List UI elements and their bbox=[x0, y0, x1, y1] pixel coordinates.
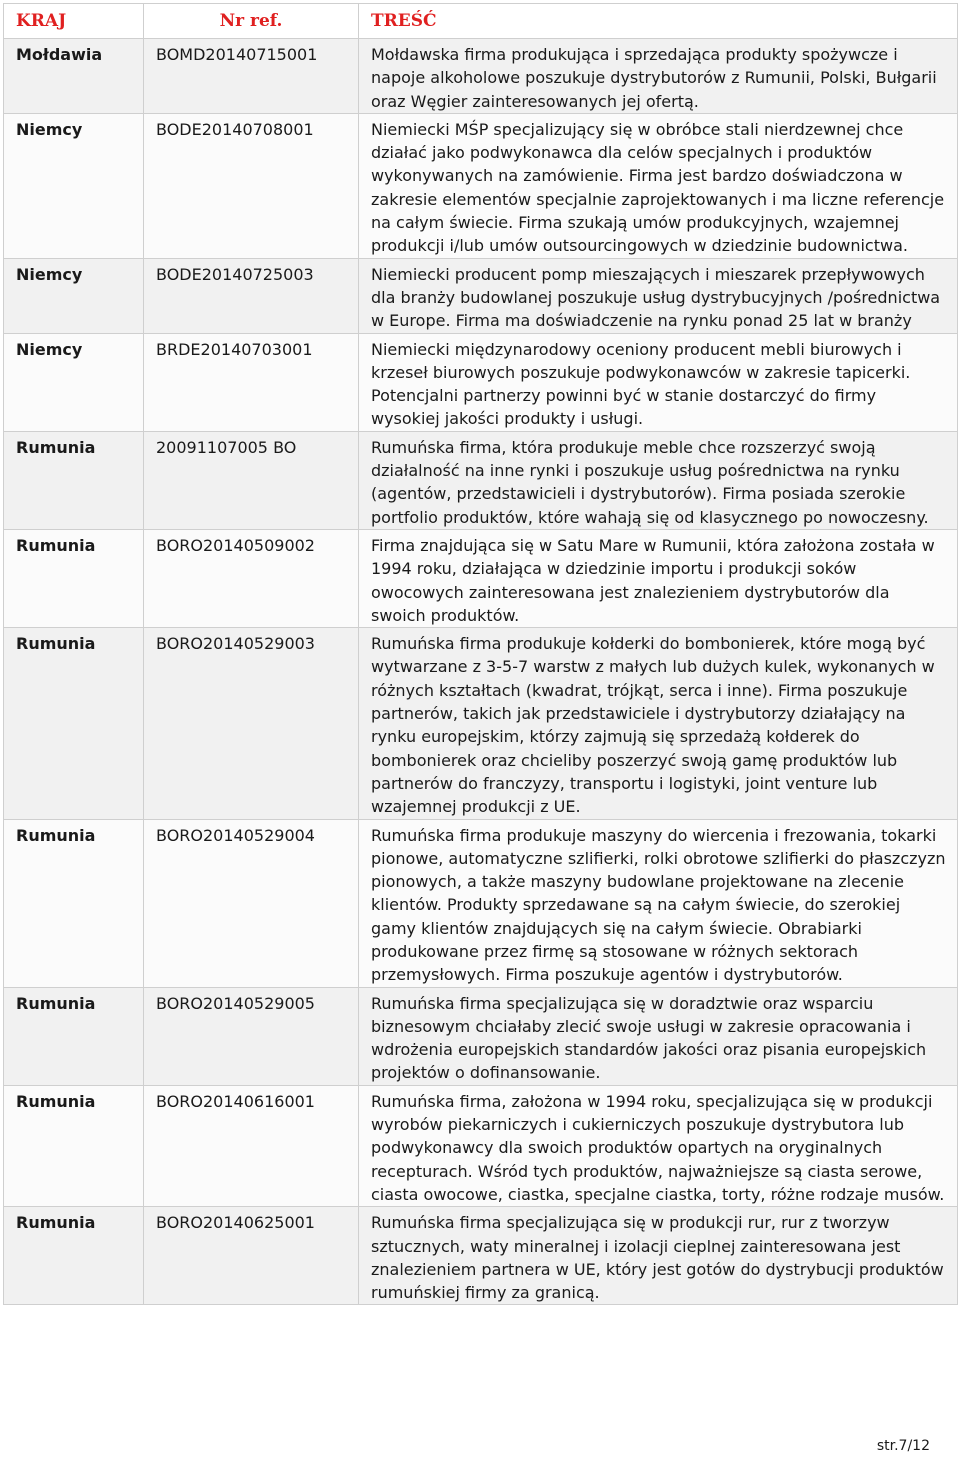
row-country: Rumunia bbox=[4, 819, 144, 987]
row-ref: BODE20140708001 bbox=[144, 113, 359, 258]
row-country: Rumunia bbox=[4, 628, 144, 819]
table-header-row bbox=[4, 4, 958, 39]
offers-document bbox=[3, 3, 957, 1305]
row-ref: BORO20140509002 bbox=[144, 529, 359, 627]
row-ref: 20091107005 BO bbox=[144, 431, 359, 529]
table-row bbox=[4, 431, 958, 529]
row-ref: BORO20140529004 bbox=[144, 819, 359, 987]
table-row bbox=[4, 819, 958, 987]
header-country: KRAJ bbox=[4, 4, 144, 39]
table-row bbox=[4, 39, 958, 114]
row-country: Rumunia bbox=[4, 1207, 144, 1305]
row-country: Rumunia bbox=[4, 529, 144, 627]
row-ref: BORO20140529003 bbox=[144, 628, 359, 819]
row-country: Rumunia bbox=[4, 987, 144, 1085]
row-description: Rumuńska firma produkuje kołderki do bombonierek, które mogą być wytwarzane z 3-5-7 warstw z małych lub dużych kulek, wykonanych w różnych kształtach (kwadrat, trójkąt, serca i inne). Firma poszukuje partnerów, takich jak przedstawiciele i dystrybutorzy działający na rynku europejskim, którzy zajmują się sprzedażą kołderek do bombonierek oraz chcieliby poszerzyć swoją gamę produktów lub partnerów do franczyzy, transportu i logistyki, joint venture lub wzajemnej produkcji z UE. bbox=[359, 628, 958, 819]
table-row bbox=[4, 1207, 958, 1305]
row-description: Niemiecki MŚP specjalizujący się w obróbce stali nierdzewnej chce działać jako podwykonawca dla celów specjalnych i produktów wykonywanych na zamówienie. Firma jest bardzo doświadczona w zakresie elementów specjalnie zaprojektowanych i ma liczne referencje na całym świecie. Firma szukają umów produkcyjnych, wzajemnej produkcji i/lub umów outsourcingowych w dziedzinie budownictwa. bbox=[359, 113, 958, 258]
row-description: Niemiecki międzynarodowy oceniony producent mebli biurowych i krzeseł biurowych poszukuje podwykonawców w zakresie tapicerki. Potencjalni partnerzy powinni być w stanie dostarczyć do firmy wysokiej jakości produkty i usługi. bbox=[359, 333, 958, 431]
offers-table bbox=[3, 3, 958, 1305]
row-country: Niemcy bbox=[4, 258, 144, 333]
row-country: Rumunia bbox=[4, 431, 144, 529]
table-row bbox=[4, 258, 958, 333]
row-country: Niemcy bbox=[4, 333, 144, 431]
row-description: Mołdawska firma produkująca i sprzedająca produkty spożywcze i napoje alkoholowe poszukuje dystrybutorów z Rumunii, Polski, Bułgarii oraz Węgier zainteresowanych jej ofertą. bbox=[359, 39, 958, 114]
table-row bbox=[4, 529, 958, 627]
row-ref: BRDE20140703001 bbox=[144, 333, 359, 431]
row-description: Rumuńska firma produkuje maszyny do wiercenia i frezowania, tokarki pionowe, automatyczne szlifierki, rolki obrotowe szlifierki do płaszczyzn pionowych, a także maszyny budowlane projektowane na zlecenie klientów. Produkty sprzedawane są na całym świecie, do szerokiej gamy klientów znajdujących się na całym świecie. Obrabiarki produkowane przez firmę są stosowane w różnych sektorach przemysłowych. Firma poszukuje agentów i dystrybutorów. bbox=[359, 819, 958, 987]
row-country: Niemcy bbox=[4, 113, 144, 258]
row-description: Rumuńska firma specjalizująca się w produkcji rur, rur z tworzyw sztucznych, waty mineralnej i izolacji cieplnej zainteresowana jest znalezieniem partnera w UE, który jest gotów do dystrybucji produktów rumuńskiej firmy za granicą. bbox=[359, 1207, 958, 1305]
row-description: Rumuńska firma, założona w 1994 roku, specjalizująca się w produkcji wyrobów piekarniczych i cukierniczych poszukuje dystrybutora lub podwykonawcy dla swoich produktów opartych na oryginalnych recepturach. Wśród tych produktów, najważniejsze są ciasta serowe, ciasta owocowe, ciastka, specjalne ciastka, torty, różne rodzaje musów. bbox=[359, 1085, 958, 1206]
row-ref: BODE20140725003 bbox=[144, 258, 359, 333]
row-country: Mołdawia bbox=[4, 39, 144, 114]
row-ref: BORO20140616001 bbox=[144, 1085, 359, 1206]
header-ref: Nr ref. bbox=[144, 4, 359, 39]
table-row bbox=[4, 333, 958, 431]
table-row bbox=[4, 1085, 958, 1206]
header-content: TREŚĆ bbox=[359, 4, 958, 39]
table-row bbox=[4, 628, 958, 819]
row-ref: BORO20140529005 bbox=[144, 987, 359, 1085]
row-description: Rumuńska firma, która produkuje meble chce rozszerzyć swoją działalność na inne rynki i poszukuje usług pośrednictwa na rynku (agentów, przedstawicieli i dystrybutorów). Firma posiada szerokie portfolio produktów, które wahają się od klasycznego po nowoczesny. bbox=[359, 431, 958, 529]
row-country: Rumunia bbox=[4, 1085, 144, 1206]
table-row bbox=[4, 987, 958, 1085]
row-ref: BOMD20140715001 bbox=[144, 39, 359, 114]
table-row bbox=[4, 113, 958, 258]
row-ref: BORO20140625001 bbox=[144, 1207, 359, 1305]
page-number: str.7/12 bbox=[876, 1438, 930, 1454]
row-description: Firma znajdująca się w Satu Mare w Rumunii, która założona została w 1994 roku, działająca w dziedzinie importu i produkcji soków owocowych zainteresowana jest znalezieniem dystrybutorów dla swoich produktów. bbox=[359, 529, 958, 627]
row-description: Niemiecki producent pomp mieszających i mieszarek przepływowych dla branży budowlanej poszukuje usług dystrybucyjnych /pośrednictwa w Europe. Firma ma doświadczenie na rynku ponad 25 lat w branży bbox=[359, 258, 958, 333]
row-description: Rumuńska firma specjalizująca się w doradztwie oraz wsparciu biznesowym chciałaby zlecić swoje usługi w zakresie opracowania i wdrożenia europejskich standardów jakości oraz pisania europejskich projektów o dofinansowanie. bbox=[359, 987, 958, 1085]
